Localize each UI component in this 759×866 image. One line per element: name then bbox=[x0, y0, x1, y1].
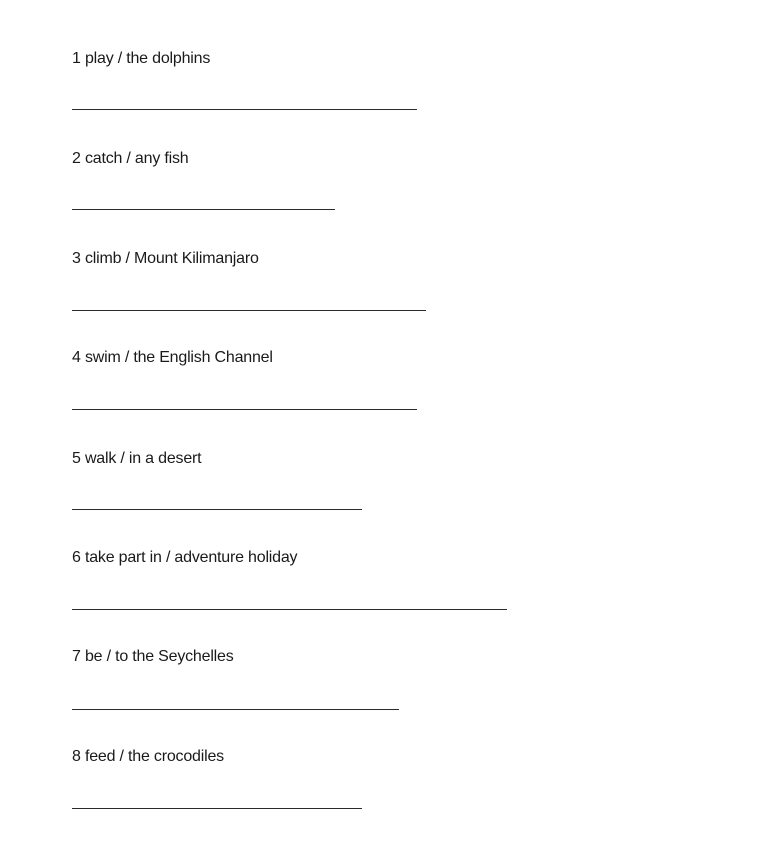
answer-line-4[interactable] bbox=[72, 409, 417, 410]
answer-line-8[interactable] bbox=[72, 808, 362, 809]
prompt-7: 7 be / to the Seychelles bbox=[72, 648, 234, 665]
answer-line-1[interactable] bbox=[72, 109, 417, 110]
answer-line-2[interactable] bbox=[72, 209, 335, 210]
answer-line-6[interactable] bbox=[72, 609, 507, 610]
prompt-6: 6 take part in / adventure holiday bbox=[72, 549, 298, 566]
prompt-2: 2 catch / any fish bbox=[72, 150, 189, 167]
prompt-5: 5 walk / in a desert bbox=[72, 450, 202, 467]
prompt-1: 1 play / the dolphins bbox=[72, 50, 211, 67]
prompt-3: 3 climb / Mount Kilimanjaro bbox=[72, 250, 259, 267]
prompt-8: 8 feed / the crocodiles bbox=[72, 748, 224, 765]
answer-line-5[interactable] bbox=[72, 509, 362, 510]
answer-line-7[interactable] bbox=[72, 709, 399, 710]
answer-line-3[interactable] bbox=[72, 310, 426, 311]
prompt-4: 4 swim / the English Channel bbox=[72, 349, 273, 366]
